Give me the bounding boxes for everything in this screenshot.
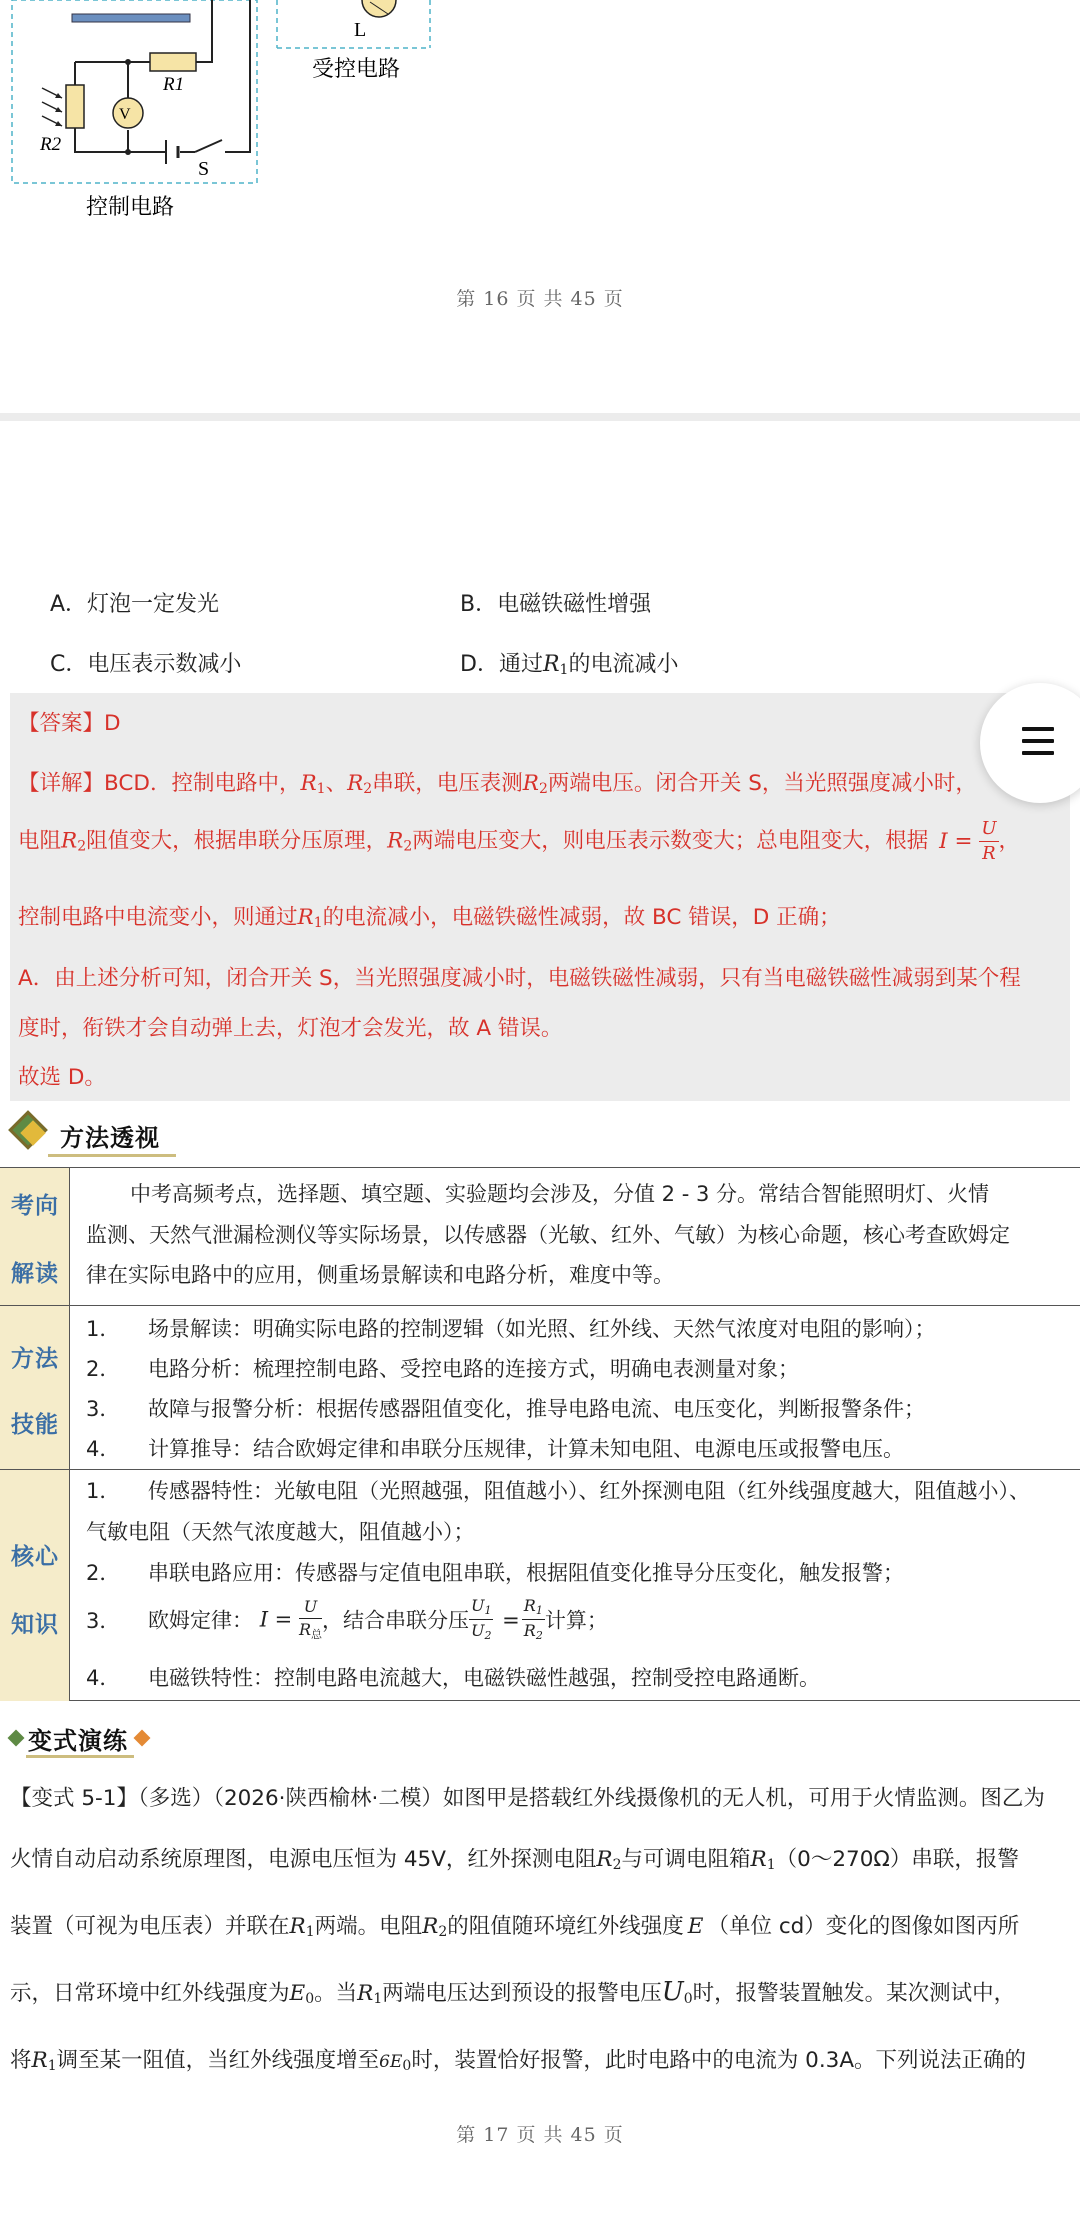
voltmeter-label: V — [119, 106, 131, 123]
r1-label: R1 — [163, 74, 185, 95]
voltage-ratio-formula: $\frac{U_1}{U_2}$ — [471, 1596, 492, 1642]
method-row-2 — [0, 1305, 1080, 1469]
option-d: D．通过$R_1$的电流减小 — [460, 652, 679, 678]
controlled-circuit-caption: 受控电路 — [312, 57, 401, 82]
circuit-diagram — [0, 0, 460, 240]
option-c: C．电压表示数减小 — [50, 652, 242, 677]
detail-line-3: 控制电路中电流变小，则通过$R_1$的电流减小，电磁铁磁性减弱，故 BC 错误，D 正确； — [18, 905, 841, 931]
page-17-footer: 第 17 页 共 45 页 — [456, 2124, 624, 2146]
detail-line-4: A．由上述分析可知，闭合开关 S，当光照强度减小时，电磁铁磁性减弱，只有当电磁铁磁性减弱到某个程 — [18, 966, 1021, 991]
practice-line-3: 装置（可视为电压表）并联在$R_1$两端。电阻$R_2$的阻值随环境红外线强度 E （单位 cd）变化的图像如图丙所 — [10, 1914, 1020, 1940]
row3-item-4: 4． 电磁铁特性：控制电路电流越大，电磁铁磁性越强，控制受控电路通断。 — [86, 1666, 820, 1690]
practice-line-2: 火情自动启动系统原理图，电源电压恒为 45V，红外探测电阻$R_2$与可调电阻箱$R_1(0\sim 270\Omega)$串联，报警 — [10, 1847, 1019, 1873]
row2-item-3: 3． 故障与报警分析：根据传感器阻值变化，推导电路电流、电压变化，判断报警条件； — [86, 1397, 925, 1421]
answer-line: 【答案】D — [18, 711, 121, 736]
detail-line-2: 电阻$R_2$阻值变大，根据串联分压原理，$R_2$两端电压变大，则电压表示数变大；总电阻变大，根据 I = $\frac{U}{R}$ ， — [18, 818, 1021, 864]
row3-item-3: 3． 欧姆定律： I = $\frac{U}{R_总}$ ，结合串联分压 $\frac{U_1}{U_2}$ = $\frac{R_1}{R_2}$ 计算； — [86, 1596, 608, 1642]
ohm-law-formula: $\frac{U}{R_总}$ — [298, 1597, 322, 1641]
diamond-icon — [134, 1730, 151, 1747]
row2-item-4: 4． 计算推导：结合欧姆定律和串联分压规律，计算未知电阻、电源电压或报警电压。 — [86, 1437, 904, 1461]
row1-line-3: 律在实际电路中的应用，侧重场景解读和电路分析，难度中等。 — [86, 1263, 674, 1287]
r2-photoresistor — [66, 85, 84, 128]
practice-heading-text: 变式演练 — [28, 1727, 128, 1755]
option-b: B．电磁铁磁性增强 — [460, 592, 652, 617]
ohm-formula: $\frac{U}{R}$ — [981, 818, 997, 864]
control-circuit-caption: 控制电路 — [86, 195, 175, 220]
row2-item-2: 2． 电路分析：梳理控制电路、受控电路的连接方式，明确电表测量对象； — [86, 1357, 799, 1381]
page-16-footer: 第 16 页 共 45 页 — [456, 288, 624, 310]
row-label-kaoxiang: 考向 解读 — [0, 1168, 70, 1306]
option-a: A．灯泡一定发光 — [50, 592, 220, 617]
detail-line-1: 【详解】BCD．控制电路中，$R_1$、$R_2$串联，电压表测$R_2$两端电压。闭合开关 S，当光照强度减小时， — [18, 771, 977, 797]
switch-label: S — [198, 158, 210, 180]
method-row-3 — [0, 1469, 1080, 1701]
resistance-ratio-formula: $\frac{R_1}{R_2}$ — [523, 1596, 543, 1642]
answer-explanation-block — [10, 693, 1070, 1101]
menu-icon — [1022, 727, 1054, 731]
detail-line-5: 度时，衔铁才会自动弹上去，灯泡才会发光，故 A 错误。 — [18, 1016, 563, 1041]
r1-resistor — [150, 53, 196, 71]
practice-line-4: 示，日常环境中红外线强度为$E_0$。当$R_1$两端电压达到预设的报警电压$U_0$时，报警装置触发。某次测试中， — [10, 1977, 1016, 2007]
method-section-heading — [8, 1110, 308, 1156]
row3-item-1: 1． 传感器特性：光敏电阻（光照越强，阻值越小）、红外探测电阻（红外线强度越大，阻值越小）、 — [86, 1479, 1030, 1503]
row2-item-1: 1． 场景解读：明确实际电路的控制逻辑（如光照、红外线、天然气浓度对电阻的影响）； — [86, 1317, 936, 1341]
page-divider — [0, 413, 1080, 421]
row1-line-2: 监测、天然气泄漏检测仪等实际场景，以传感器（光敏、红外、气敏）为核心命题，核心考查欧姆定 — [86, 1223, 1010, 1247]
method-row-1 — [0, 1167, 1080, 1305]
practice-line-5: 将$R_1$调至某一阻值，当红外线强度增至$6E_0$时，装置恰好报警，此时电路中的电流为 0.3A。下列说法正确的 — [10, 2048, 1027, 2074]
diamond-icon — [8, 1730, 25, 1747]
method-heading-text: 方法透视 — [60, 1124, 160, 1152]
row-label-hexin: 核心 知识 — [0, 1470, 70, 1701]
row1-line-1: 中考高频考点，选择题、填空题、实验题均会涉及，分值 2 - 3 分。常结合智能照明灯、火情 — [130, 1182, 989, 1206]
lamp-label: L — [354, 19, 367, 41]
r2-label: R2 — [40, 134, 62, 155]
practice-line-1: 【变式 5-1】（多选）（2026·陕西榆林·二模）如图甲是搭载红外线摄像机的无人机，可用于火情监测。图乙为 — [10, 1786, 1045, 1811]
row3-item-1-cont: 气敏电阻（天然气浓度越大，阻值越小）； — [86, 1520, 475, 1544]
row-label-fangfa: 方法 技能 — [0, 1306, 70, 1470]
detail-line-6: 故选 D。 — [18, 1065, 106, 1090]
row3-item-2: 2． 串联电路应用：传感器与定值电阻串联，根据阻值变化推导分压变化，触发报警； — [86, 1561, 904, 1585]
